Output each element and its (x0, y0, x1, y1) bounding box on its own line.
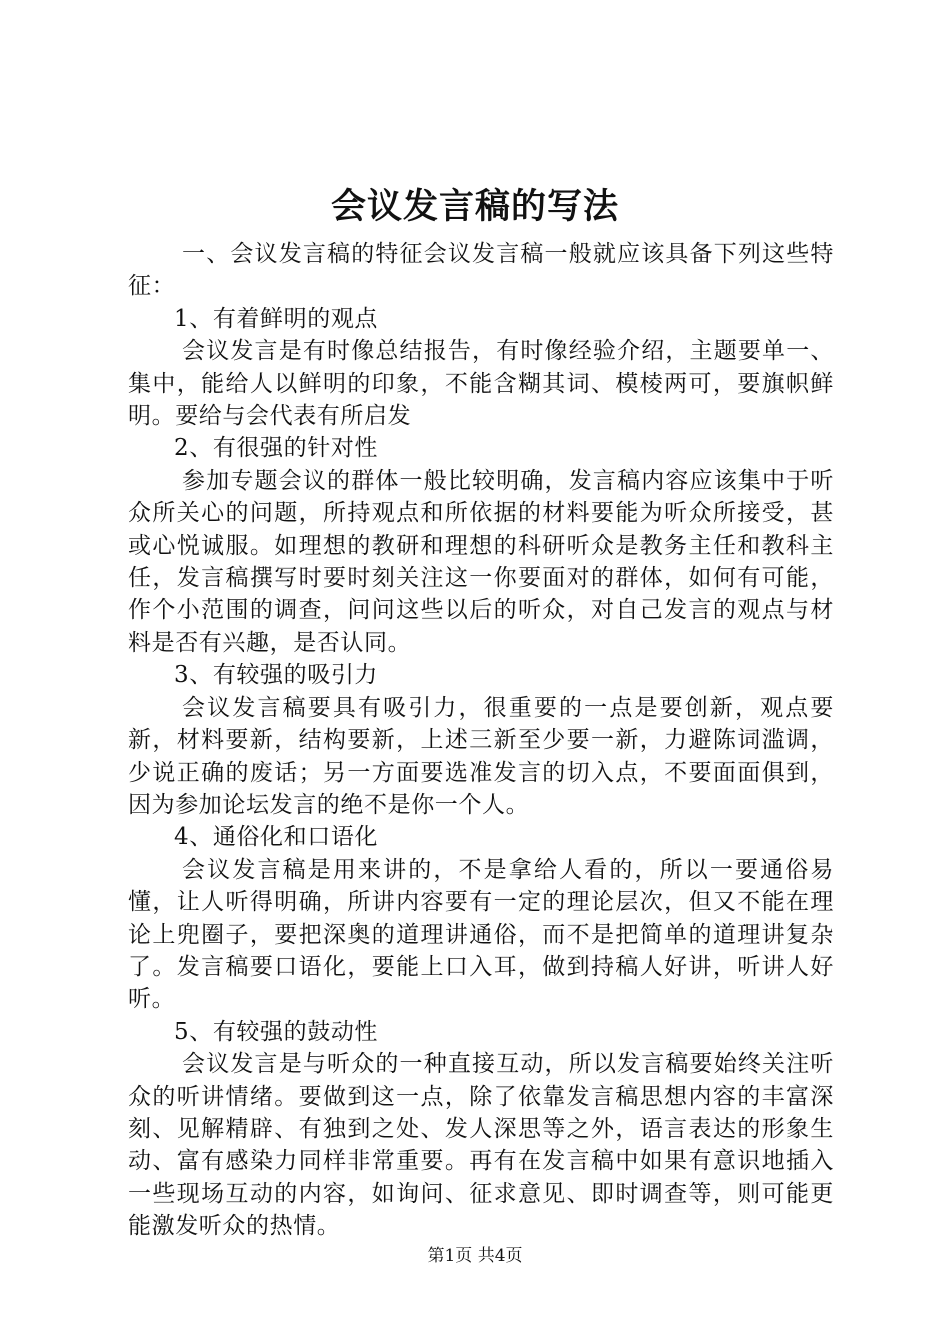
section-paragraph-3: 会议发言稿要具有吸引力，很重要的一点是要创新，观点要新，材料要新，结构要新，上述三新至少要一新，力避陈词滥调，少说正确的废话；另一方面要选准发言的切入点，不要面面俱到，因为参加论坛发言的绝不是你一个人。 (128, 694, 834, 818)
section-heading-1: 1、有着鲜明的观点 (174, 305, 379, 332)
section-heading-3: 3、有较强的吸引力 (174, 662, 379, 689)
page-footer: 第1页 共4页 (427, 1246, 523, 1266)
section-paragraph-1: 会议发言是有时像总结报告，有时像经验介绍，主题要单一、集中，能给人以鲜明的印象，不能含糊其词、模棱两可，要旗帜鲜明。要给与会代表有所启发 (128, 338, 834, 430)
intro-paragraph: 一、会议发言稿的特征会议发言稿一般就应该具备下列这些特征： (128, 241, 834, 300)
document-body (128, 238, 834, 1243)
section-heading-2: 2、有很强的针对性 (174, 435, 379, 462)
section-heading-4: 4、通俗化和口语化 (174, 824, 379, 851)
section-paragraph-4: 会议发言稿是用来讲的，不是拿给人看的，所以一要通俗易懂，让人听得明确，所讲内容要有一定的理论层次，但又不能在理论上兜圈子，要把深奥的道理讲通俗，而不是把简单的道理讲复杂了。发言稿要口语化，要能上口入耳，做到持稿人好讲，听讲人好听。 (128, 856, 834, 1013)
document-title: 会议发言稿的写法 (330, 187, 619, 227)
section-paragraph-5: 会议发言是与听众的一种直接互动，所以发言稿要始终关注听众的听讲情绪。要做到这一点，除了依靠发言稿思想内容的丰富深刻、见解精辟、有独到之处、发人深思等之外，语言表达的形象生动、富有感染力同样非常重要。再有在发言稿中如果有意识地插入一些现场互动的内容，如询问、征求意见、即时调查等，则可能更能激发听众的热情。 (128, 1051, 834, 1240)
section-heading-5: 5、有较强的鼓动性 (174, 1018, 379, 1045)
section-paragraph-2: 参加专题会议的群体一般比较明确，发言稿内容应该集中于听众所关心的问题，所持观点和所依据的材料要能为听众所接受，甚或心悦诚服。如理想的教研和理想的科研听众是教务主任和教科主任，发言稿撰写时要时刻关注这一你要面对的群体，如何有可能，作个小范围的调查，问问这些以后的听众，对自己发言的观点与材料是否有兴趣，是否认同。 (128, 467, 834, 656)
